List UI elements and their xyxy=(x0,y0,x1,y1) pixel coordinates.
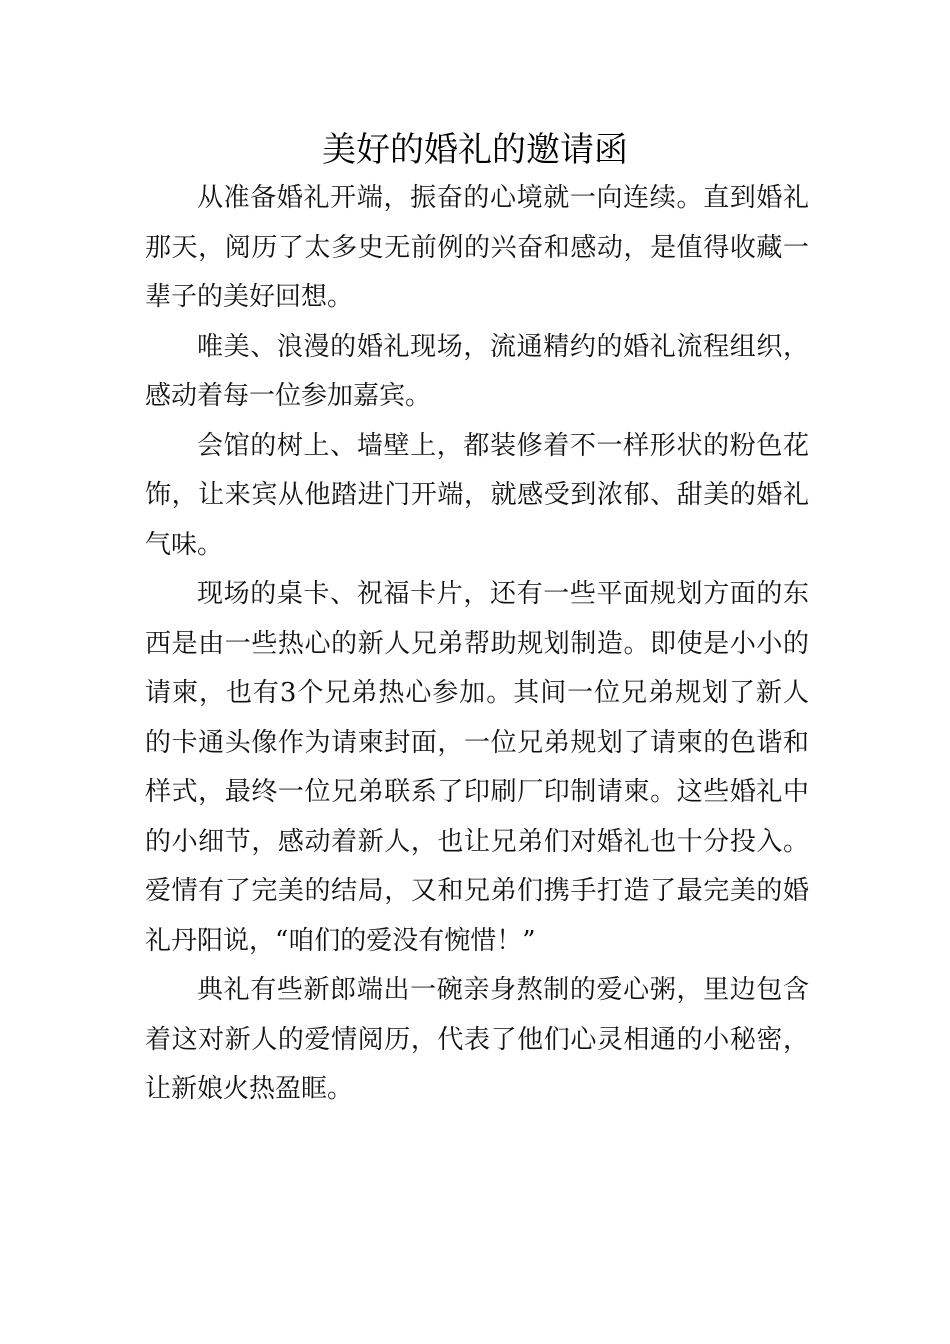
paragraph-4: 现场的桌卡、祝福卡片，还有一些平面规划方面的东西是由一些热心的新人兄弟帮助规划制造。即使是小小的请柬，也有3个兄弟热心参加。其间一位兄弟规划了新人的卡通头像作为请柬封面，一位兄弟规划了请柬的色谐和样式，最终一位兄弟联系了印刷厂印制请柬。这些婚礼中的小细节，感动着新人，也让兄弟们对婚礼也十分投入。爱情有了完美的结局，又和兄弟们携手打造了最完美的婚礼丹阳说，“咱们的爱没有惋惜！” xyxy=(145,579,809,956)
document-body xyxy=(145,174,809,1115)
paragraph-3: 会馆的树上、墙壁上，都装修着不一样形状的粉色花饰，让来宾从他踏进门开端，就感受到浓郁、甜美的婚礼气味。 xyxy=(145,430,809,560)
paragraph-1: 从准备婚礼开端，振奋的心境就一向连续。直到婚礼那天，阅历了太多史无前例的兴奋和感动，是值得收藏一辈子的美好回想。 xyxy=(145,183,809,312)
paragraph-2: 唯美、浪漫的婚礼现场，流通精约的婚礼流程组织，感动着每一位参加嘉宾。 xyxy=(145,331,809,411)
paragraph-5: 典礼有些新郎端出一碗亲身熬制的爱心粥，里边包含着这对新人的爱情阅历，代表了他们心灵相通的小秘密，让新娘火热盈眶。 xyxy=(145,975,809,1104)
document-title: 美好的婚礼的邀请函 xyxy=(322,130,628,170)
